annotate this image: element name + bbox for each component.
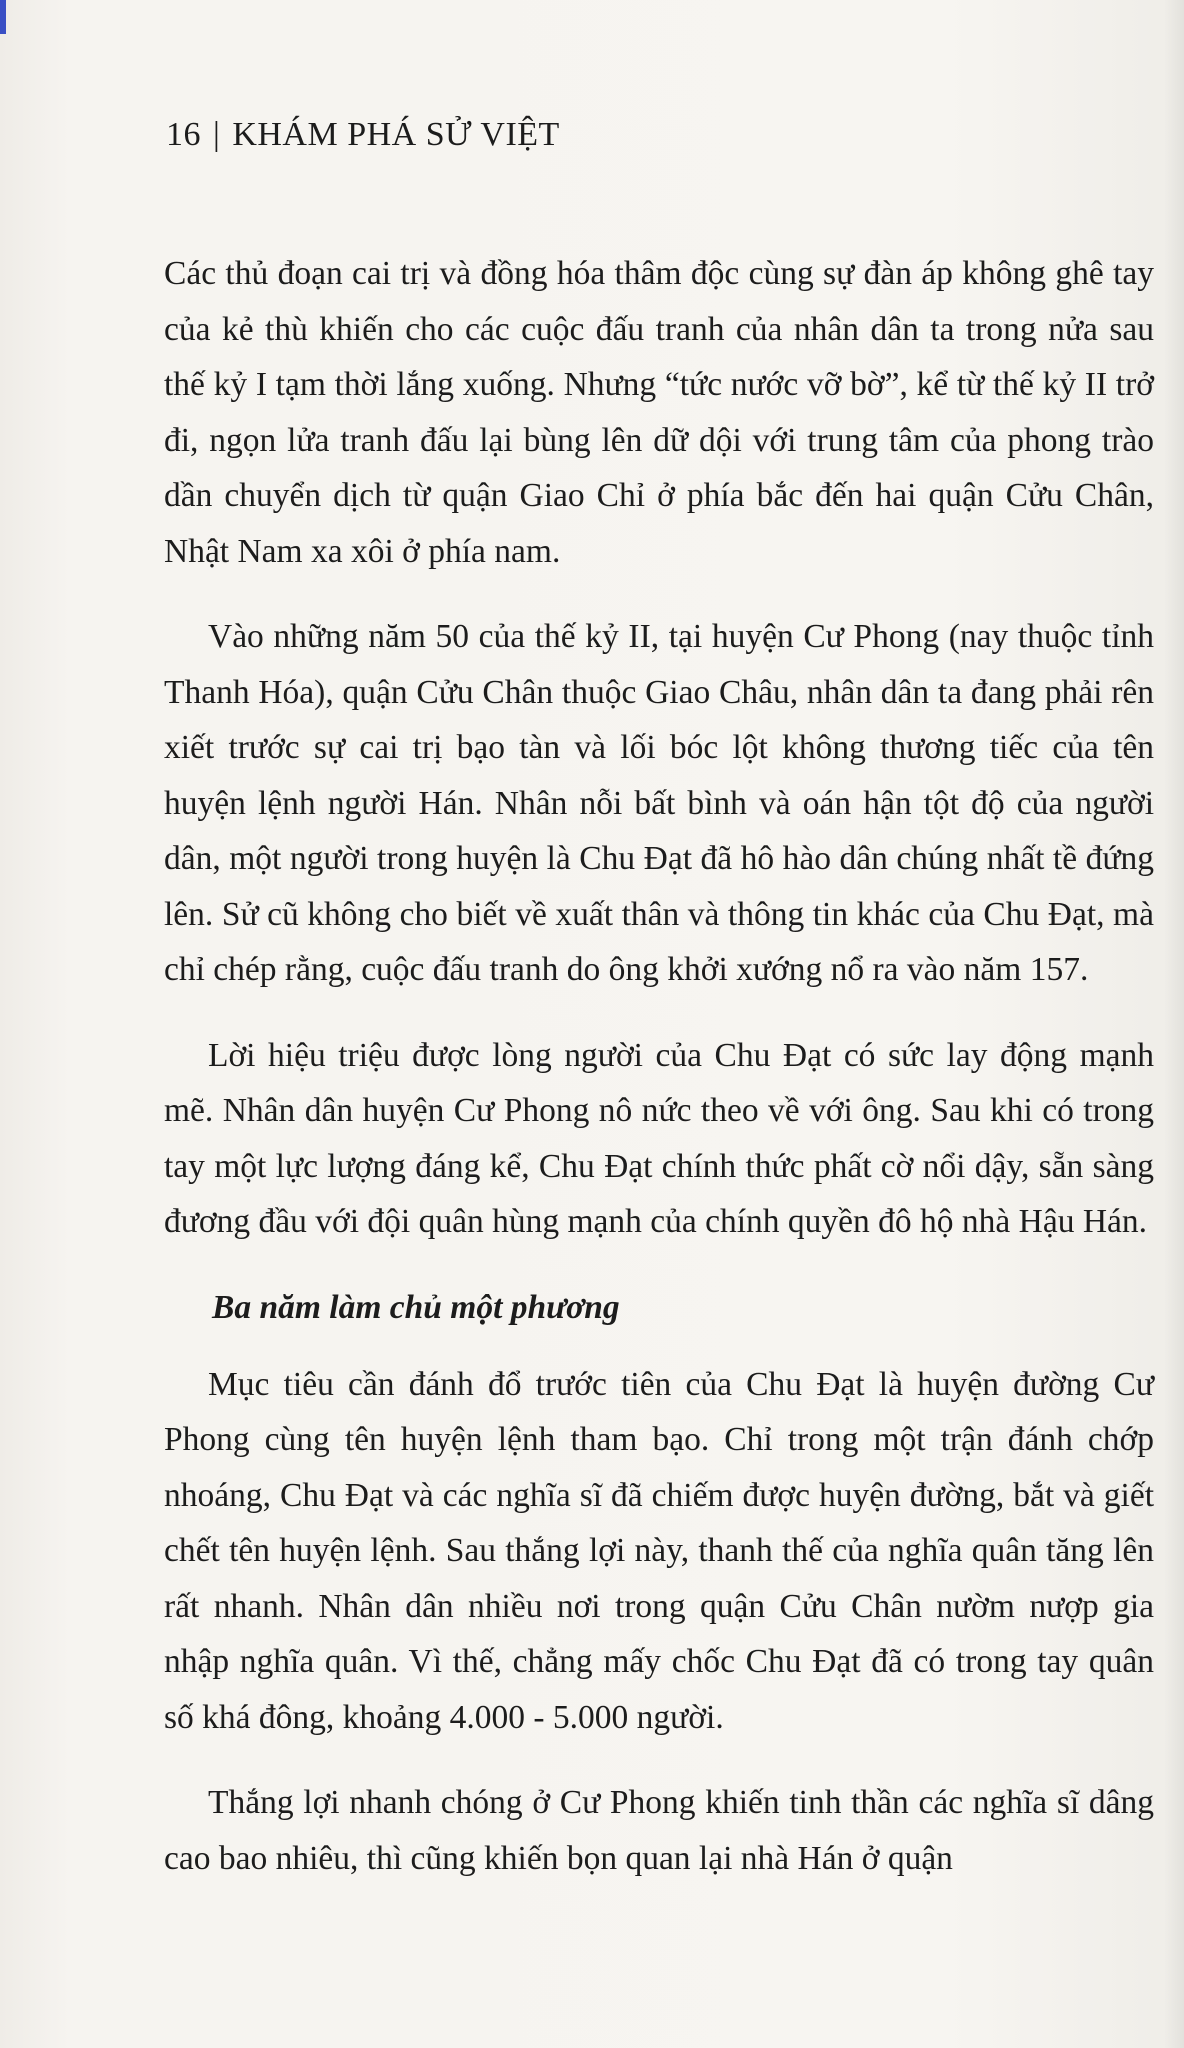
- page-number: 16: [166, 116, 201, 153]
- body-paragraph-1: Các thủ đoạn cai trị và đồng hóa thâm độc cùng sự đàn áp không ghê tay của kẻ thù khiến cho các cuộc đấu tranh của nhân dân ta trong nửa sau thế kỷ I tạm thời lắng xuống. Nhưng “tức nước vỡ bờ”, kể từ thế kỷ II trở đi, ngọn lửa tranh đấu lại bùng lên dữ dội với trung tâm của phong trào dần chuyển dịch từ quận Giao Chỉ ở phía bắc đến hai quận Cửu Chân, Nhật Nam xa xôi ở phía nam.: [164, 255, 1154, 570]
- body-paragraph-3: Lời hiệu triệu được lòng người của Chu Đạt có sức lay động mạnh mẽ. Nhân dân huyện Cư Phong nô nức theo về với ông. Sau khi có trong tay một lực lượng đáng kể, Chu Đạt chính thức phất cờ nổi dậy, sẵn sàng đương đầu với đội quân hùng mạnh của chính quyền đô hộ nhà Hậu Hán.: [164, 1036, 1154, 1240]
- book-title: KHÁM PHÁ SỬ VIỆT: [232, 116, 560, 153]
- scan-edge-mark: [0, 0, 6, 34]
- body-paragraph-2: Vào những năm 50 của thế kỷ II, tại huyện Cư Phong (nay thuộc tỉnh Thanh Hóa), quận Cửu Chân thuộc Giao Châu, nhân dân ta đang phải rên xiết trước sự cai trị bạo tàn và lối bóc lột không thương tiếc của tên huyện lệnh người Hán. Nhân nỗi bất bình và oán hận tột độ của người dân, một người trong huyện là Chu Đạt đã hô hào dân chúng nhất tề đứng lên. Sử cũ không cho biết về xuất thân và thông tin khác của Chu Đạt, mà chỉ chép rằng, cuộc đấu tranh do ông khởi xướng nổ ra vào năm 157.: [164, 618, 1154, 988]
- page-gutter-shadow: [1164, 0, 1184, 2048]
- body-paragraph-5: Thắng lợi nhanh chóng ở Cư Phong khiến tinh thần các nghĩa sĩ dâng cao bao nhiêu, thì cũng khiến bọn quan lại nhà Hán ở quận: [164, 1784, 1154, 1877]
- running-header: [166, 116, 560, 154]
- section-heading: Ba năm làm chủ một phương: [212, 1288, 620, 1326]
- page-body: [164, 246, 1154, 1916]
- body-paragraph-4: Mục tiêu cần đánh đổ trước tiên của Chu Đạt là huyện đường Cư Phong cùng tên huyện lệnh tham bạo. Chỉ trong một trận đánh chớp nhoáng, Chu Đạt và các nghĩa sĩ đã chiếm được huyện đường, bắt và giết chết tên huyện lệnh. Sau thắng lợi này, thanh thế của nghĩa quân tăng lên rất nhanh. Nhân dân nhiều nơi trong quận Cửu Chân nườm nượp gia nhập nghĩa quân. Vì thế, chẳng mấy chốc Chu Đạt đã có trong tay quân số khá đông, khoảng 4.000 - 5.000 người.: [164, 1365, 1154, 1736]
- header-separator: |: [213, 116, 221, 153]
